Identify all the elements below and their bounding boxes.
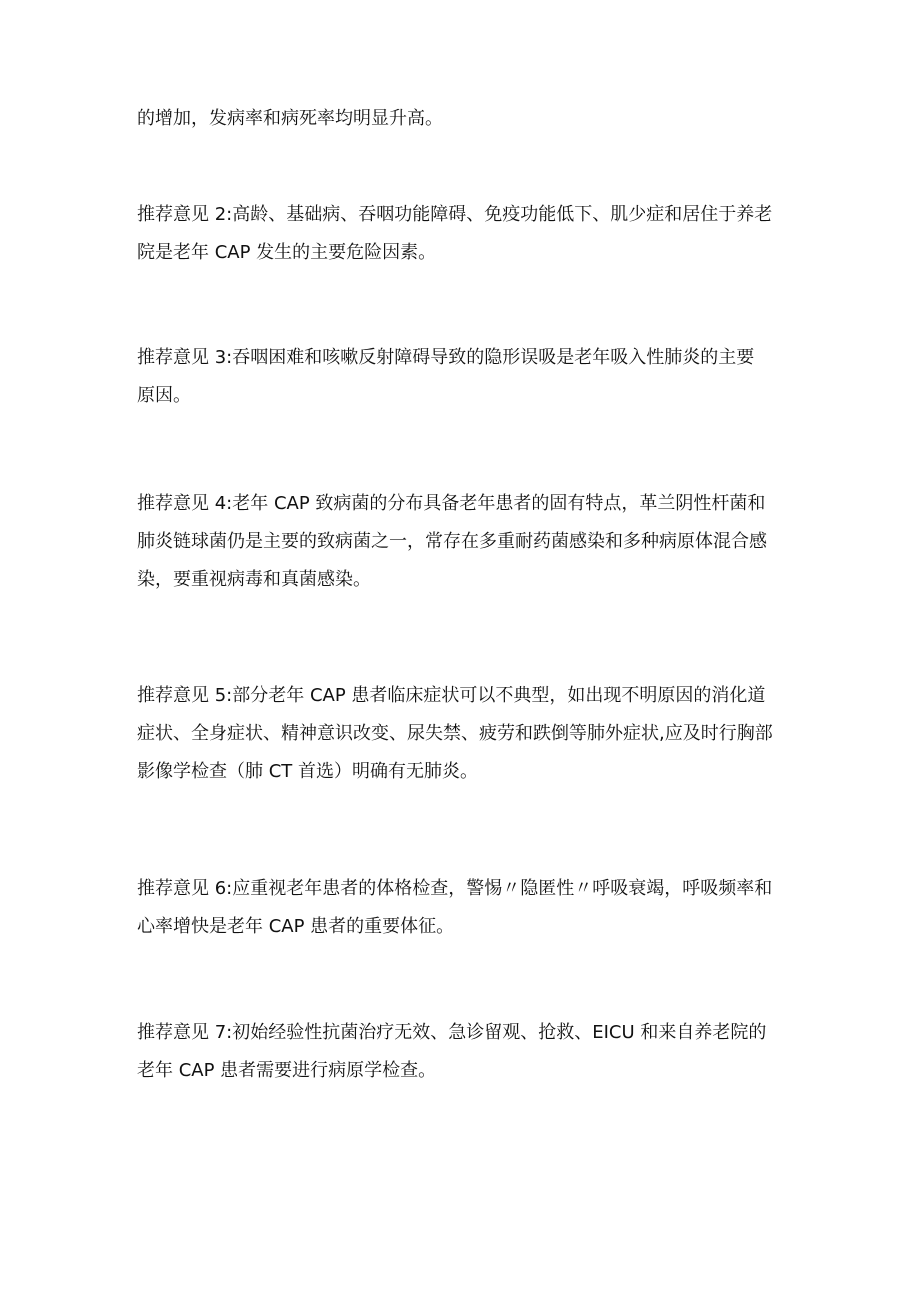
text-line: 推荐意见 4:老年 CAP 致病菌的分布具备老年患者的固有特点，革兰阴性杆菌和 bbox=[137, 493, 766, 514]
paragraph-recommendation-5 bbox=[137, 677, 785, 791]
text-line: 院是老年 CAP 发生的主要危险因素。 bbox=[137, 242, 437, 263]
text-line: 原因。 bbox=[137, 385, 191, 406]
paragraph-recommendation-2 bbox=[137, 196, 785, 272]
text-line: 染，要重视病毒和真菌感染。 bbox=[137, 569, 371, 590]
paragraph-recommendation-6 bbox=[137, 870, 785, 946]
text-line: 老年 CAP 患者需要进行病原学检查。 bbox=[137, 1060, 437, 1081]
text-line: 肺炎链球菌仍是主要的致病菌之一，常存在多重耐药菌感染和多种病原体混合感 bbox=[137, 531, 767, 552]
text-line: 影像学检查（肺 CT 首选）明确有无肺炎。 bbox=[137, 761, 479, 782]
text-line: 推荐意见 5:部分老年 CAP 患者临床症状可以不典型，如出现不明原因的消化道 bbox=[137, 685, 766, 706]
paragraph-recommendation-3 bbox=[137, 339, 785, 415]
text-line: 推荐意见 7:初始经验性抗菌治疗无效、急诊留观、抢救、EICU 和来自养老院的 bbox=[137, 1022, 767, 1043]
text-line: 推荐意见 3:吞咽困难和咳嗽反射障碍导致的隐形误吸是老年吸入性肺炎的主要 bbox=[137, 347, 755, 368]
text-line: 推荐意见 2:高龄、基础病、吞咽功能障碍、免疫功能低下、肌少症和居住于养老 bbox=[137, 204, 773, 225]
text-line: 心率增快是老年 CAP 患者的重要体征。 bbox=[137, 916, 455, 937]
paragraph-intro-tail bbox=[137, 100, 785, 138]
text-line: 推荐意见 6:应重视老年患者的体格检查，警惕〃隐匿性〃呼吸衰竭，呼吸频率和 bbox=[137, 878, 773, 899]
text-line: 的增加，发病率和病死率均明显升高。 bbox=[137, 108, 443, 129]
paragraph-recommendation-7 bbox=[137, 1014, 785, 1090]
paragraph-recommendation-4 bbox=[137, 485, 785, 599]
text-line: 症状、全身症状、精神意识改变、尿失禁、疲劳和跌倒等肺外症状,应及时行胸部 bbox=[137, 723, 773, 744]
